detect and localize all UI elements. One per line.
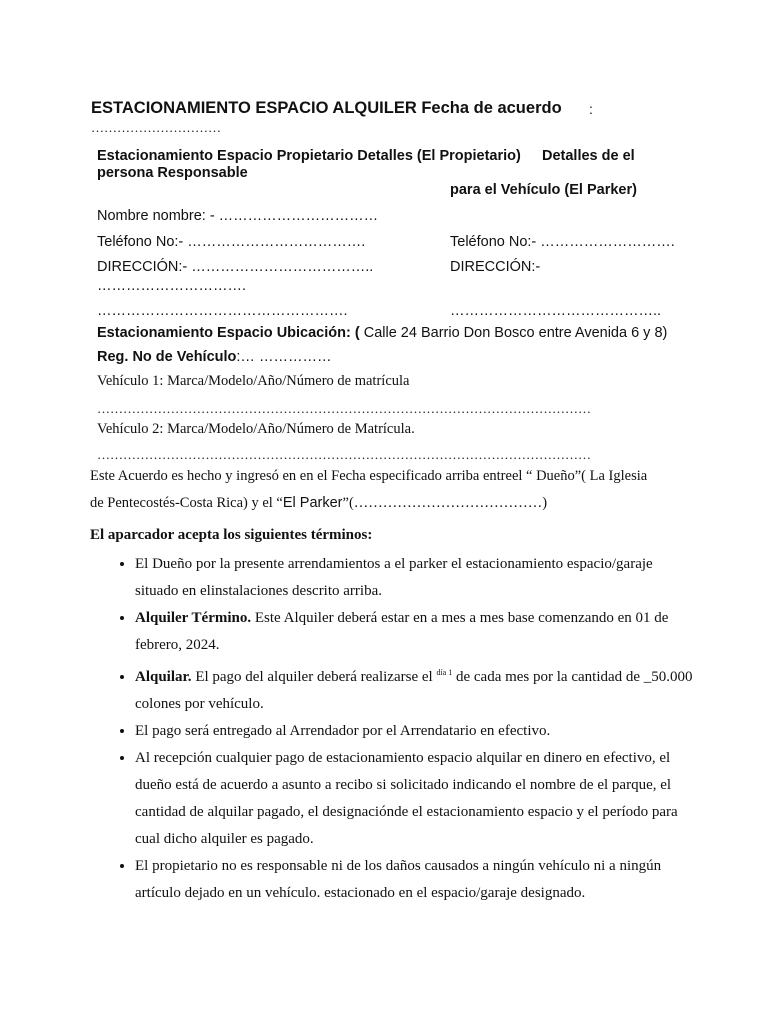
parker-heading-cont: para el Vehículo (El Parker) <box>450 182 637 198</box>
owner-phone-field: Teléfono No:- ………………………………. <box>97 234 366 250</box>
owner-address-line3: ……………………………………………. <box>97 303 348 319</box>
term-bold: Alquiler Término. <box>135 610 252 626</box>
term-superscript: día 1 <box>436 668 453 677</box>
date-blank: ………………………… <box>91 120 221 135</box>
title-text: ESTACIONAMIENTO ESPACIO ALQUILER <box>91 99 417 117</box>
agreement-text-d: ”(…………………………………) <box>342 495 548 511</box>
vehicle1-blank: …………………………………………………………………………………………………… <box>97 401 591 416</box>
owner-heading-cont: persona Responsable <box>97 165 248 181</box>
date-label: Fecha de acuerdo <box>421 99 562 117</box>
agreement-line-2 <box>90 495 547 512</box>
vehicle2-label: Vehículo 2: Marca/Modelo/Año/Número de Matrícula. <box>97 421 415 437</box>
reg-dots: :… …………… <box>236 349 332 365</box>
agreement-text-c: de Pentecostés-Costa Rica) y el “ <box>90 495 283 511</box>
agreement-text-a: Este Acuerdo es hecho y ingresó en en el Fecha especificado arriba entre <box>90 468 512 484</box>
term-text: Este Alquiler deberá estar en a mes a mes base comenzando en 01 de febrero, 2024. <box>135 610 669 653</box>
vehicle2-blank: …………………………………………………………………………………………………… <box>97 447 591 462</box>
terms-list <box>90 551 695 907</box>
owner-address-cont: …………………………. <box>97 278 247 294</box>
term-item <box>135 605 695 659</box>
owner-address-field: DIRECCIÓN:- ……………………………….. <box>97 259 374 275</box>
vehicle1-label: Vehículo 1: Marca/Modelo/Año/Número de matrícula <box>97 373 410 389</box>
agreement-line-1 <box>90 468 647 485</box>
term-item <box>135 659 695 718</box>
parker-heading: Detalles de el <box>542 148 635 164</box>
parker-address-line3: …………………………………….. <box>450 303 662 319</box>
location-label: Estacionamiento Espacio Ubicación: <box>97 325 351 341</box>
term-text: El pago será entregado al Arrendador por el Arrendatario en efectivo. <box>135 723 551 739</box>
term-text: El propietario no es responsable ni de los daños causados a ningún vehículo ni a ningún artículo dejado en un vehículo. estacionado en el espacio/garaje designado. <box>135 858 662 901</box>
term-item <box>135 718 695 745</box>
terms-heading: El aparcador acepta los siguientes términos: <box>90 527 373 543</box>
term-bold: Alquilar. <box>135 669 192 685</box>
term-item <box>135 745 695 853</box>
term-item <box>135 551 695 605</box>
term-text: El pago del alquiler deberá realizarse el <box>191 669 437 685</box>
location-value: Calle 24 Barrio Don Bosco entre Avenida 6 y 8) <box>363 325 668 341</box>
parker-address-field: DIRECCIÓN:- <box>450 259 541 275</box>
parker-phone-field: Teléfono No:- ………………………. <box>450 234 675 250</box>
reg-label: Reg. No de Vehículo <box>97 349 237 365</box>
location-paren: ( <box>354 325 360 341</box>
document-title <box>91 99 562 118</box>
reg-line <box>97 349 331 365</box>
term-item <box>135 853 695 907</box>
owner-heading: Estacionamiento Espacio Propietario Detalles (El Propietario) <box>97 148 521 164</box>
term-text: Al recepción cualquier pago de estacionamiento espacio alquilar en dinero en efectivo, el dueño está de acuerdo a asunto a recibo si solicitado indicando el nombre de el parque, el cantidad de alquilar pagado, el designaciónde el estacionamiento espacio y el período para cual dicho alquiler es pagado. <box>135 750 678 847</box>
name-field: Nombre nombre: - …………………………… <box>97 208 379 224</box>
date-colon: : <box>589 101 593 117</box>
location-line <box>97 325 667 341</box>
agreement-text-b: el “ Dueño”( La Iglesia <box>511 468 648 484</box>
term-text: El Dueño por la presente arrendamientos a el parker el estacionamiento espacio/garaje situado en elinstalaciones descrito arriba. <box>135 556 653 599</box>
parker-name: El Parker <box>282 495 343 511</box>
term-text: de cada mes por la cantidad de _50.000 colones por vehículo. <box>135 669 693 712</box>
